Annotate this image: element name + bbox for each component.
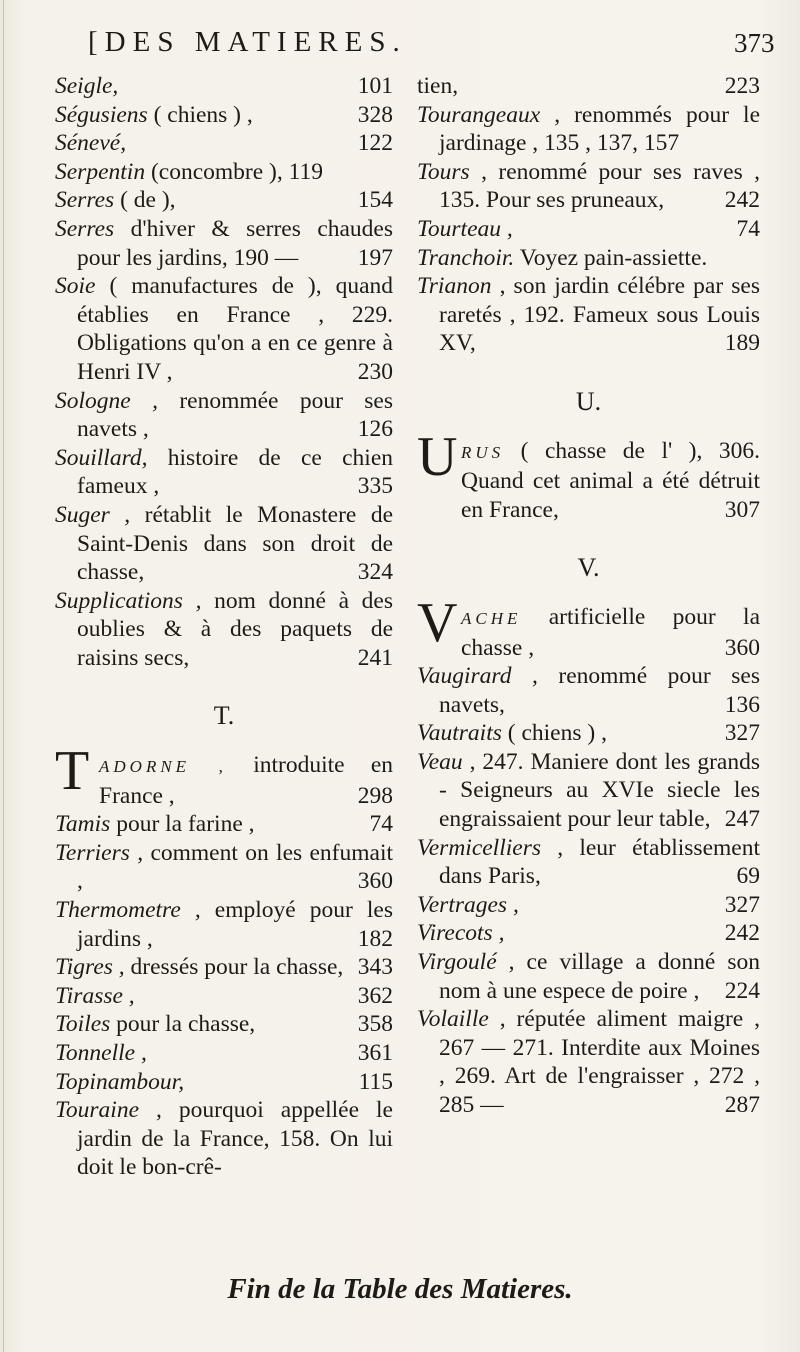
index-entry — [417, 215, 760, 244]
entry-page-ref: 101 — [357, 73, 393, 99]
index-entry — [417, 891, 760, 920]
entry-head: Tranchoir. — [417, 244, 515, 271]
entry-text: renommé pour ses navets, — [439, 663, 760, 718]
entry-text: pourquoi appellée le jardin de la France, 158. On lui doit le bon-crê- — [77, 1097, 393, 1181]
entry-text: ( de ), — [120, 187, 176, 214]
entry-head: Touraine , — [55, 1097, 162, 1124]
index-entry — [55, 810, 393, 839]
page-number: 373 — [734, 28, 775, 58]
entry-head: Soie — [55, 273, 96, 300]
entry-head: Vermicelliers — [417, 834, 541, 861]
index-entry-continuation — [417, 72, 760, 101]
entry-text: ( chasse de l' ), 306. Quand cet animal a été détruit en France, — [461, 437, 760, 523]
entry-text: rétablit le Monastere de Saint-Denis dans son droit de chasse, — [77, 501, 393, 586]
letter-heading-u: U. — [575, 386, 602, 416]
entry-text: histoire de ce chien fameux , — [77, 444, 394, 500]
index-entry — [417, 948, 760, 1005]
entry-page-ref: 328 — [357, 101, 393, 128]
entry-page-ref: 307 — [724, 496, 760, 523]
entry-head: Tonnelle , — [55, 1040, 147, 1066]
entry-page-ref: 122 — [357, 130, 393, 157]
entry-page-ref: 324 — [357, 559, 393, 586]
entry-page-ref: 136 — [724, 691, 760, 718]
entry-page-ref: 189 — [724, 330, 760, 357]
entry-text: renommée pour ses navets , — [77, 387, 393, 443]
entry-head: Tirasse , — [55, 982, 135, 1009]
entry-head: Supplications , — [55, 587, 202, 614]
index-entry — [55, 186, 393, 215]
entry-text: dressés pour la chasse, — [130, 954, 344, 981]
index-entry — [417, 101, 760, 158]
entry-page-ref: 242 — [724, 187, 760, 214]
letter-heading-t: T. — [213, 701, 235, 731]
index-entry — [417, 158, 760, 215]
entry-text: Voyez pain-assiette. — [519, 244, 708, 271]
right-column — [417, 72, 760, 1120]
entry-page-ref: 69 — [736, 863, 760, 890]
entry-head: Vautraits — [417, 720, 502, 747]
entry-page-ref: 358 — [357, 1011, 393, 1038]
index-entry — [55, 501, 393, 587]
entry-page-ref: 327 — [724, 720, 760, 747]
index-entry — [417, 662, 760, 719]
entry-head: Vaugirard , — [417, 663, 538, 690]
entry-head: Tourangeaux — [417, 101, 541, 128]
entry-page-ref: 241 — [357, 644, 393, 671]
header-title: [DES MATIERES. — [88, 26, 407, 58]
index-entry — [417, 748, 760, 834]
entry-page-ref: 361 — [357, 1040, 393, 1066]
entry-text: , ce village a donné son nom à une espece de poire , — [439, 949, 760, 1004]
entry-head: Sologne , — [55, 387, 158, 414]
entry-text: ( chiens ) , — [507, 720, 607, 747]
entry-head: Terriers , — [55, 839, 144, 866]
index-entry — [55, 272, 393, 386]
entry-text: (concombre ), 119 — [150, 158, 324, 185]
index-entry — [417, 1005, 760, 1119]
entry-head: Toiles — [55, 1011, 111, 1038]
entry-head: Souillard, — [55, 444, 148, 471]
entry-page-ref: 182 — [357, 925, 393, 952]
entry-page-ref: 247 — [724, 806, 760, 833]
index-entry — [55, 587, 393, 673]
entry-text: artificielle pour la chasse , — [461, 603, 760, 661]
entry-text: employé pour les jardins , — [77, 897, 393, 952]
entry-page-ref: 362 — [357, 982, 393, 1009]
entry-page-ref: 224 — [724, 977, 760, 1004]
entry-head: Sénevé, — [55, 130, 127, 157]
index-entry — [55, 72, 393, 101]
entry-text: introduite en France , — [99, 752, 394, 809]
entry-head: Veau — [417, 748, 463, 775]
entry-text: ( chiens ) , — [153, 101, 253, 128]
index-entry — [55, 387, 393, 444]
index-entry — [55, 896, 393, 953]
entry-head: Seigle, — [55, 73, 119, 99]
entry-head: Thermometre , — [55, 897, 201, 924]
index-entry-vache — [417, 591, 760, 662]
drop-capital: U — [417, 425, 458, 488]
entry-text: tien, — [417, 73, 459, 99]
entry-page-ref: 197 — [357, 244, 393, 271]
index-entry — [55, 1039, 393, 1068]
entry-page-ref: 115 — [358, 1068, 393, 1095]
index-entry — [55, 444, 393, 501]
index-entry — [417, 919, 760, 948]
index-entry — [417, 244, 760, 273]
index-entry-urus — [417, 425, 760, 525]
index-entry — [55, 215, 393, 272]
entry-head: Serres — [55, 215, 115, 242]
drop-capital: V — [417, 591, 458, 654]
index-entry — [55, 953, 393, 982]
index-entry — [55, 158, 393, 187]
index-entry — [55, 101, 393, 130]
entry-page-ref: 327 — [724, 891, 760, 918]
entry-head: Virecots , — [417, 920, 505, 947]
entry-text: , 247. Maniere dont les grands - Seigneurs au XVIe siecle les engraissaient pour leur table, — [439, 748, 761, 833]
entry-head: Suger , — [55, 501, 131, 528]
entry-text: , leur établissement dans Paris, — [439, 834, 760, 890]
entry-head: Tourteau , — [417, 215, 513, 242]
entry-head: Trianon — [417, 273, 492, 300]
entry-head: Tamis — [55, 811, 111, 838]
index-entry — [55, 1068, 393, 1097]
index-entry — [55, 1010, 393, 1039]
index-entry — [55, 129, 393, 158]
entry-page-ref: 287 — [724, 1092, 760, 1118]
entry-head: Ségusiens — [55, 101, 148, 128]
running-header — [0, 26, 800, 66]
entry-head: Virgoulé — [417, 949, 497, 976]
entry-head: ADORNE , — [99, 757, 227, 777]
entry-page-ref: 335 — [357, 473, 393, 500]
entry-page-ref: 360 — [724, 634, 760, 661]
index-entry — [417, 272, 760, 358]
entry-head: Tours — [417, 158, 470, 185]
left-column — [55, 72, 393, 1182]
entry-head: Vertrages , — [417, 891, 519, 918]
entry-page-ref: 242 — [724, 920, 760, 947]
entry-text: d'hiver & serres chaudes pour les jardins, 190 — — [77, 215, 394, 271]
index-entry — [417, 834, 760, 891]
letter-heading-v: V. — [577, 553, 600, 583]
entry-text: nom donné à des oublies & à des paquets de raisins secs, — [77, 587, 393, 671]
entry-page-ref: 154 — [357, 187, 393, 214]
entry-text: , son jardin célébre par ses raretés , 192. Fameux sous Louis XV, — [439, 273, 760, 357]
entry-page-ref: 343 — [357, 954, 393, 981]
entry-head: Tigres , — [55, 954, 125, 981]
entry-text: , renommé pour ses raves , 135. Pour ses pruneaux, — [439, 158, 761, 214]
index-entry — [55, 982, 393, 1011]
entry-head: Volaille — [417, 1006, 489, 1033]
entry-page-ref: 74 — [369, 811, 393, 838]
entry-text: comment on les enfumait , — [77, 839, 394, 895]
entry-head: RUS — [461, 442, 505, 462]
entry-page-ref: 74 — [736, 215, 760, 242]
end-of-table-note: Fin de la Table des Matieres. — [227, 1273, 573, 1305]
entry-head: Serres — [55, 187, 115, 214]
entry-page-ref: 126 — [357, 416, 393, 443]
index-entry — [417, 719, 760, 748]
entry-text: , réputée aliment maigre , 267 — 271. Interdite aux Moines , 269. Art de l'engraisser , 272 , 285 — — [439, 1006, 760, 1118]
entry-head: ACHE — [461, 608, 522, 628]
entry-head: Topinambour, — [55, 1068, 185, 1095]
index-entry-tadorne — [55, 740, 394, 810]
entry-text: , renommés pour le jardinage , 135 , 137, 157 — [439, 101, 760, 157]
entry-page-ref: 360 — [357, 868, 393, 895]
entry-page-ref: 230 — [357, 358, 393, 385]
drop-capital: T — [55, 740, 90, 803]
entry-text: pour la chasse, — [116, 1011, 256, 1038]
index-entry — [55, 839, 393, 896]
entry-page-ref: 298 — [357, 782, 393, 809]
entry-text: ( manufactures de ), quand établies en France , 229. Obligations qu'on a en ce genre à Henri IV , — [77, 273, 394, 385]
entry-text: pour la farine , — [116, 811, 255, 838]
entry-head: Serpentin — [55, 158, 146, 185]
entry-page-ref: 223 — [724, 73, 760, 99]
index-entry — [55, 1096, 393, 1182]
page-edge — [3, 0, 4, 1352]
